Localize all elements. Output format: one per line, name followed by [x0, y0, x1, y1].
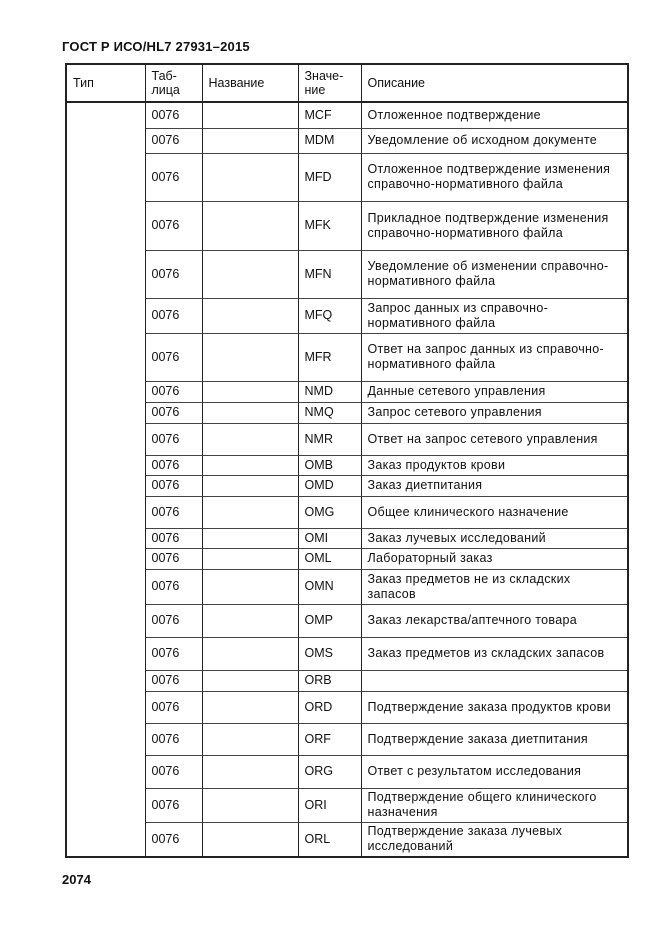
- table-row: [66, 604, 628, 637]
- cell-type: [66, 298, 145, 333]
- cell-type: [66, 604, 145, 637]
- cell-value: OMG: [298, 496, 361, 528]
- table-row: [66, 569, 628, 604]
- cell-type: [66, 201, 145, 250]
- column-header-value: Значе- ние: [298, 64, 361, 102]
- cell-table: 0076: [145, 723, 202, 755]
- cell-description: [361, 670, 628, 691]
- code-table: [65, 63, 629, 858]
- cell-description: Заказ диетпитания: [361, 475, 628, 496]
- table-row: [66, 128, 628, 153]
- cell-description: Общее клинического назначение: [361, 496, 628, 528]
- cell-name: [202, 381, 298, 402]
- table-row: [66, 381, 628, 402]
- cell-table: 0076: [145, 455, 202, 475]
- cell-description: Отложенное подтверждение: [361, 102, 628, 128]
- cell-name: [202, 755, 298, 788]
- cell-type: [66, 423, 145, 455]
- cell-type: [66, 250, 145, 298]
- cell-value: NMD: [298, 381, 361, 402]
- cell-value: MCF: [298, 102, 361, 128]
- cell-table: 0076: [145, 298, 202, 333]
- cell-name: [202, 201, 298, 250]
- cell-table: 0076: [145, 548, 202, 569]
- cell-table: 0076: [145, 153, 202, 201]
- column-header-description: Описание: [361, 64, 628, 102]
- table-row: [66, 528, 628, 548]
- cell-value: MDM: [298, 128, 361, 153]
- cell-type: [66, 475, 145, 496]
- cell-description: Уведомление об изменении справочно-нормативного файла: [361, 250, 628, 298]
- cell-table: 0076: [145, 637, 202, 670]
- cell-description: Подтверждение заказа продуктов крови: [361, 691, 628, 723]
- cell-table: 0076: [145, 102, 202, 128]
- table-row: [66, 102, 628, 128]
- cell-name: [202, 822, 298, 857]
- cell-value: MFD: [298, 153, 361, 201]
- table-row: [66, 670, 628, 691]
- cell-table: 0076: [145, 201, 202, 250]
- cell-type: [66, 102, 145, 128]
- cell-value: OMN: [298, 569, 361, 604]
- table-row: [66, 637, 628, 670]
- table-row: [66, 788, 628, 822]
- cell-type: [66, 670, 145, 691]
- cell-value: ORG: [298, 755, 361, 788]
- cell-type: [66, 496, 145, 528]
- cell-type: [66, 723, 145, 755]
- cell-description: Заказ продуктов крови: [361, 455, 628, 475]
- cell-name: [202, 250, 298, 298]
- cell-type: [66, 153, 145, 201]
- cell-value: NMR: [298, 423, 361, 455]
- cell-type: [66, 333, 145, 381]
- cell-description: Отложенное подтверждение изменения справочно-нормативного файла: [361, 153, 628, 201]
- column-header-type: Тип: [66, 64, 145, 102]
- table-row: [66, 755, 628, 788]
- table-row: [66, 496, 628, 528]
- table-row: [66, 201, 628, 250]
- cell-value: OMS: [298, 637, 361, 670]
- cell-name: [202, 788, 298, 822]
- cell-description: Прикладное подтверждение изменения справочно-нормативного файла: [361, 201, 628, 250]
- cell-name: [202, 128, 298, 153]
- cell-name: [202, 637, 298, 670]
- cell-table: 0076: [145, 569, 202, 604]
- cell-name: [202, 475, 298, 496]
- cell-description: Запрос сетевого управления: [361, 402, 628, 423]
- page-number: 2074: [62, 872, 91, 887]
- cell-table: 0076: [145, 381, 202, 402]
- cell-name: [202, 670, 298, 691]
- cell-table: 0076: [145, 128, 202, 153]
- cell-type: [66, 381, 145, 402]
- cell-value: ORL: [298, 822, 361, 857]
- table-row: [66, 153, 628, 201]
- cell-name: [202, 153, 298, 201]
- cell-value: OMI: [298, 528, 361, 548]
- cell-description: Ответ на запрос данных из справочно-нормативного файла: [361, 333, 628, 381]
- cell-type: [66, 755, 145, 788]
- table-row: [66, 691, 628, 723]
- cell-description: Заказ предметов не из складских запасов: [361, 569, 628, 604]
- cell-description: Заказ лекарства/аптечного товара: [361, 604, 628, 637]
- cell-value: OMP: [298, 604, 361, 637]
- cell-table: 0076: [145, 822, 202, 857]
- table-header-row: [66, 64, 628, 102]
- cell-value: OMD: [298, 475, 361, 496]
- cell-description: Подтверждение общего клинического назначения: [361, 788, 628, 822]
- cell-type: [66, 822, 145, 857]
- cell-table: 0076: [145, 333, 202, 381]
- table-row: [66, 822, 628, 857]
- cell-type: [66, 691, 145, 723]
- cell-value: MFQ: [298, 298, 361, 333]
- table-row: [66, 423, 628, 455]
- cell-name: [202, 569, 298, 604]
- cell-table: 0076: [145, 528, 202, 548]
- cell-description: Подтверждение заказа лучевых исследований: [361, 822, 628, 857]
- cell-table: 0076: [145, 788, 202, 822]
- cell-value: ORF: [298, 723, 361, 755]
- cell-type: [66, 569, 145, 604]
- cell-table: 0076: [145, 755, 202, 788]
- table-row: [66, 298, 628, 333]
- cell-name: [202, 548, 298, 569]
- cell-name: [202, 691, 298, 723]
- cell-name: [202, 102, 298, 128]
- column-header-table: Таб- лица: [145, 64, 202, 102]
- cell-name: [202, 723, 298, 755]
- cell-description: Заказ предметов из складских запасов: [361, 637, 628, 670]
- cell-description: Лабораторный заказ: [361, 548, 628, 569]
- cell-table: 0076: [145, 691, 202, 723]
- cell-type: [66, 637, 145, 670]
- cell-table: 0076: [145, 402, 202, 423]
- cell-table: 0076: [145, 670, 202, 691]
- table-row: [66, 250, 628, 298]
- cell-table: 0076: [145, 250, 202, 298]
- cell-value: MFR: [298, 333, 361, 381]
- cell-description: Ответ с результатом исследования: [361, 755, 628, 788]
- cell-description: Подтверждение заказа диетпитания: [361, 723, 628, 755]
- cell-value: OMB: [298, 455, 361, 475]
- cell-type: [66, 128, 145, 153]
- cell-table: 0076: [145, 604, 202, 637]
- table-row: [66, 402, 628, 423]
- cell-type: [66, 788, 145, 822]
- cell-value: MFK: [298, 201, 361, 250]
- document-header: ГОСТ Р ИСО/HL7 27931–2015: [62, 39, 250, 54]
- cell-value: NMQ: [298, 402, 361, 423]
- cell-table: 0076: [145, 496, 202, 528]
- cell-description: Заказ лучевых исследований: [361, 528, 628, 548]
- cell-value: MFN: [298, 250, 361, 298]
- table-row: [66, 455, 628, 475]
- table-row: [66, 723, 628, 755]
- cell-description: Данные сетевого управления: [361, 381, 628, 402]
- table-row: [66, 333, 628, 381]
- table-row: [66, 475, 628, 496]
- cell-table: 0076: [145, 475, 202, 496]
- cell-name: [202, 298, 298, 333]
- cell-value: ORD: [298, 691, 361, 723]
- cell-type: [66, 528, 145, 548]
- cell-type: [66, 455, 145, 475]
- cell-name: [202, 496, 298, 528]
- cell-description: Ответ на запрос сетевого управления: [361, 423, 628, 455]
- cell-name: [202, 604, 298, 637]
- column-header-name: Название: [202, 64, 298, 102]
- cell-description: Запрос данных из справочно-нормативного файла: [361, 298, 628, 333]
- cell-name: [202, 423, 298, 455]
- cell-name: [202, 528, 298, 548]
- cell-name: [202, 455, 298, 475]
- cell-value: ORI: [298, 788, 361, 822]
- cell-type: [66, 402, 145, 423]
- cell-value: OML: [298, 548, 361, 569]
- cell-description: Уведомление об исходном документе: [361, 128, 628, 153]
- table-row: [66, 548, 628, 569]
- cell-type: [66, 548, 145, 569]
- cell-table: 0076: [145, 423, 202, 455]
- cell-name: [202, 402, 298, 423]
- cell-value: ORB: [298, 670, 361, 691]
- cell-name: [202, 333, 298, 381]
